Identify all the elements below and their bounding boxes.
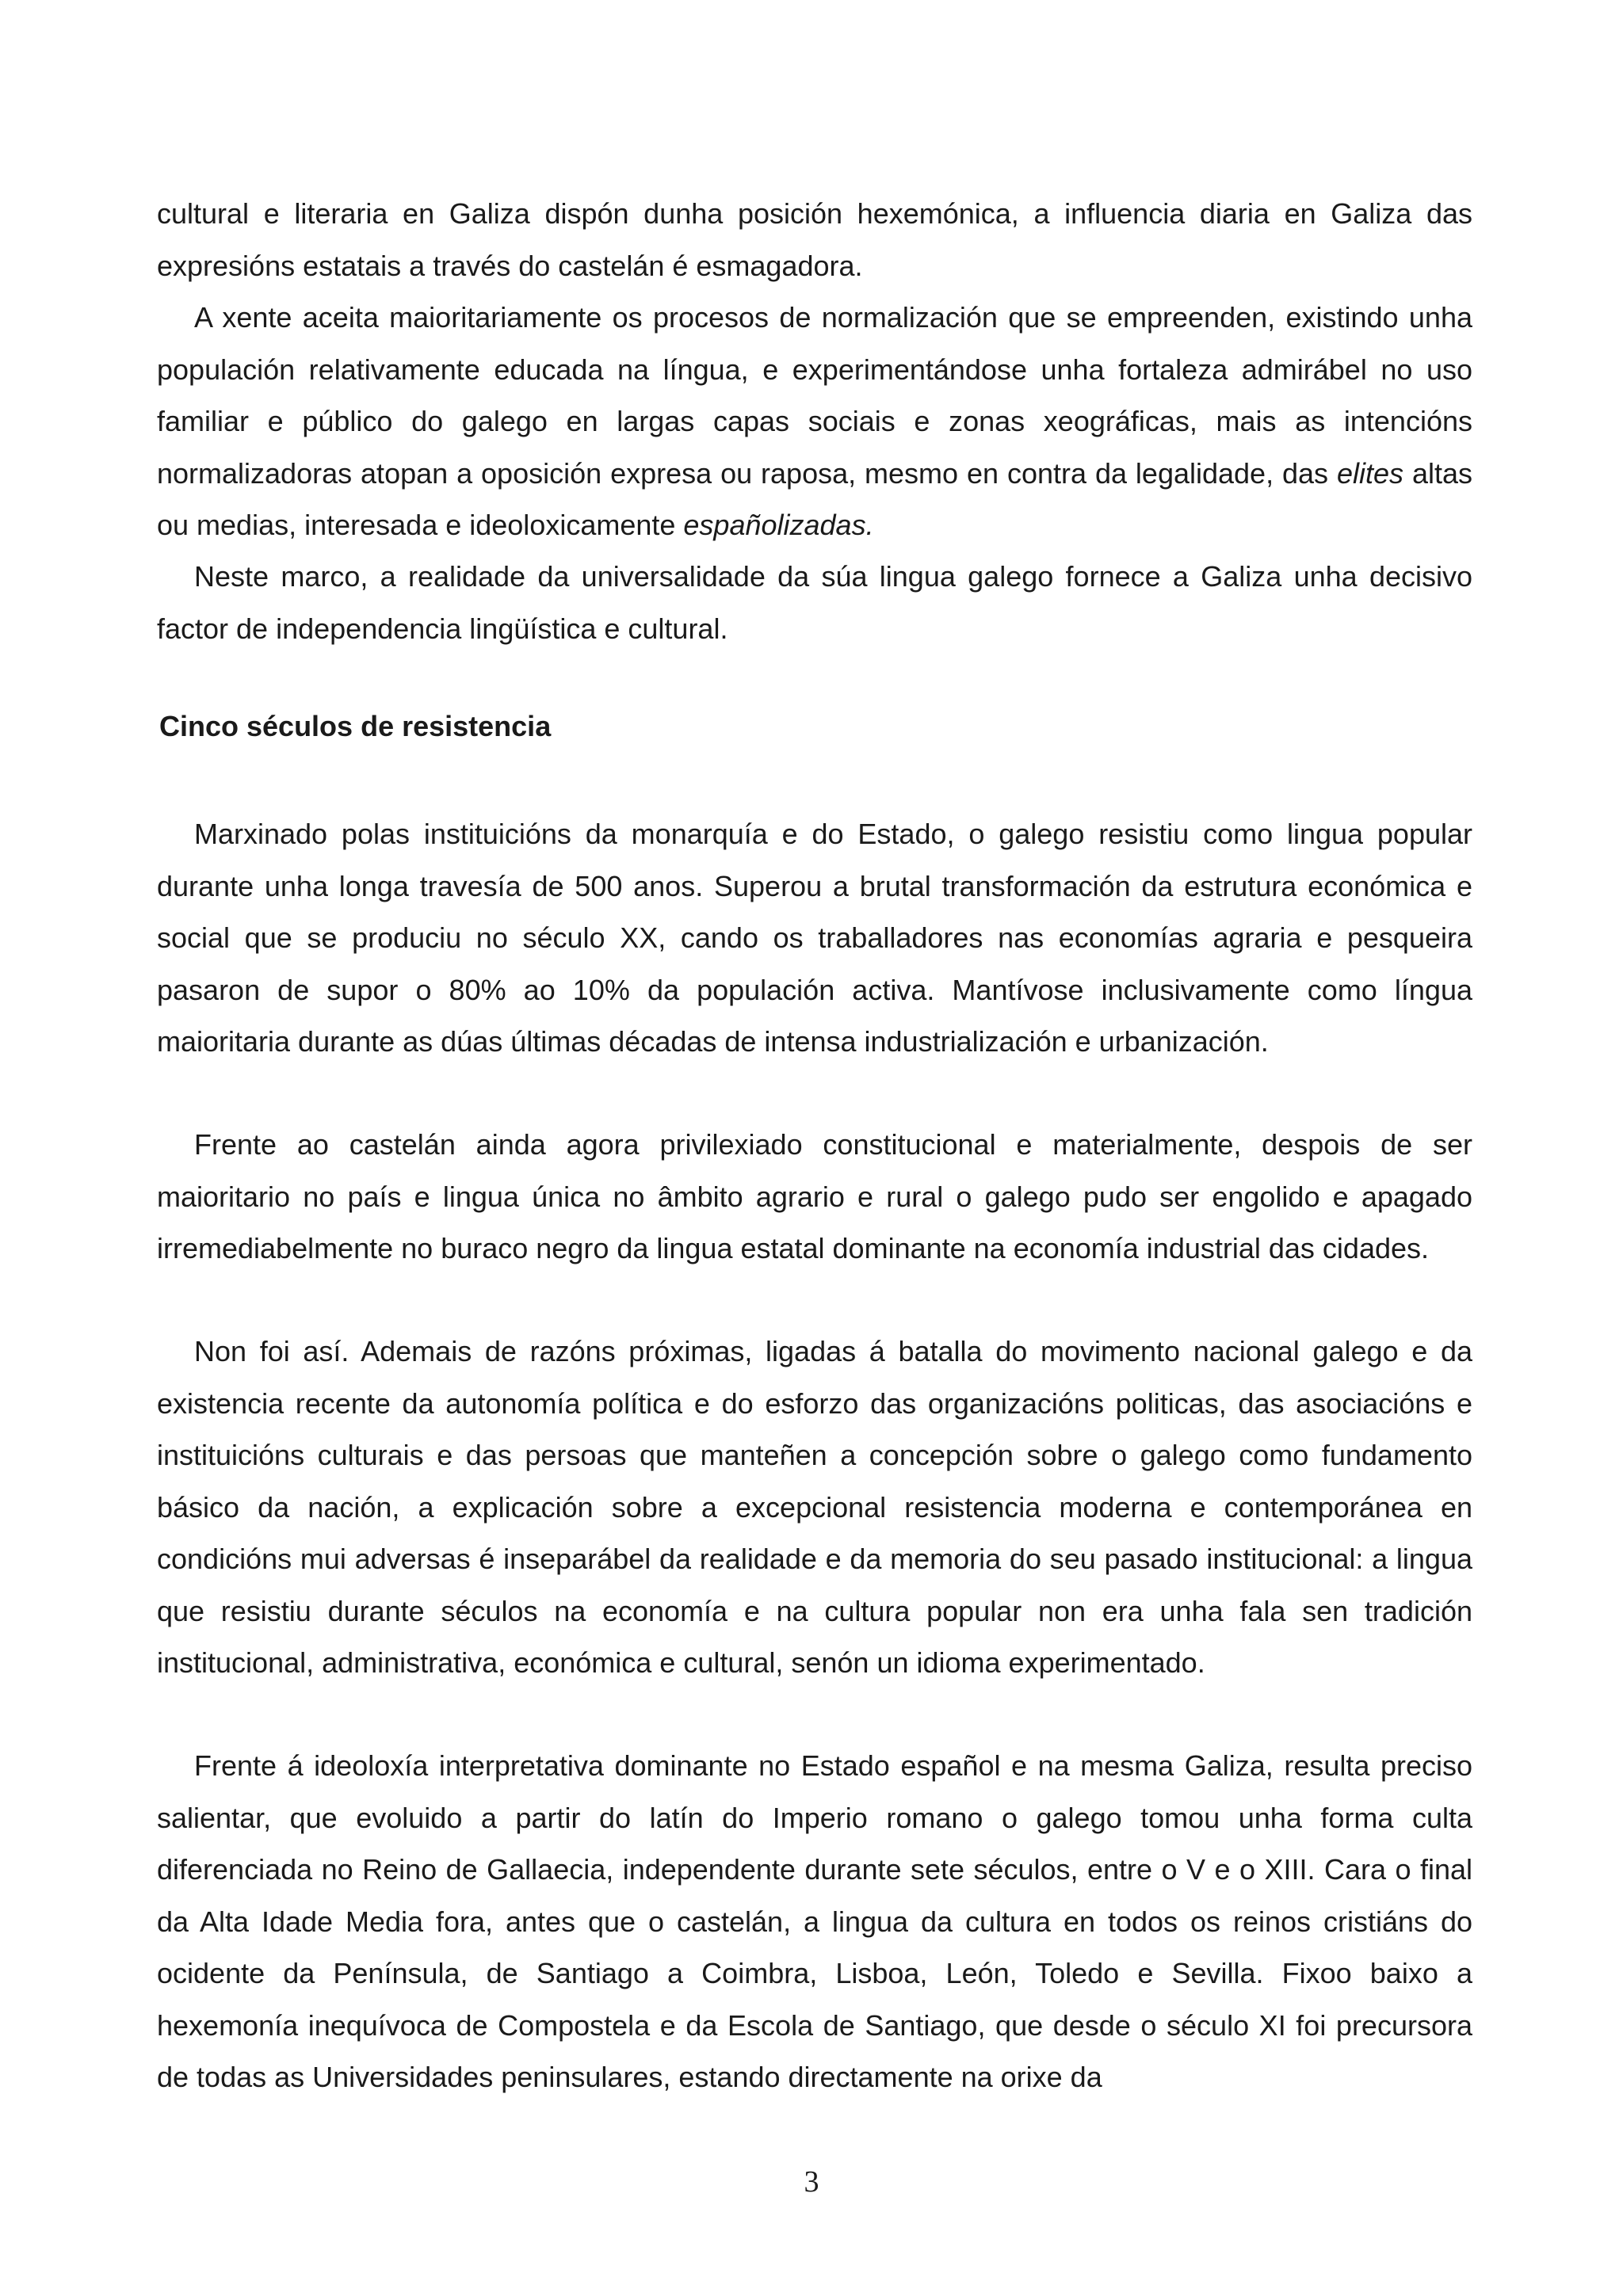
paragraph-resistance: Marxinado polas instituicións da monarquía e do Estado, o galego resistiu como lingua popular durante unha longa travesía de 500 anos. Superou a brutal transformación da estrutura económica e social que se produciu no século XX, cando os traballadores nas economías agraria e pesqueira pasaron de supor o 80% ao 10% da populación activa. Mantívose inclusivamente como língua maioritaria durante as dúas últimas décadas de intensa industrialización e urbanización. — [157, 818, 1472, 1058]
paragraph-text: A xente aceita maioritariamente os procesos de normalización que se empreenden, existindo unha populación relativamente educada na língua, e experimentándose unha fortaleza admirábel no uso familiar e público do galego en largas capas sociais e zonas xeográficas, mais as intencións normalizadoras atopan a oposición expresa ou raposa, mesmo en contra da legalidade, das — [157, 301, 1472, 490]
paragraph-castelan: Frente ao castelán ainda agora privilexiado constitucional e materialmente, despois de ser maioritario no país e lingua única no âmbito agrario e rural o galego pudo ser engolido e apagado irremediabelmente no buraco negro da lingua estatal dominante na economía industrial das cidades. — [157, 1128, 1472, 1264]
paragraph-non-foi-asi: Non foi así. Ademais de razóns próximas, ligadas á batalla do movimento nacional galego e da existencia recente da autonomía política e do esforzo das organizacións politicas, das asociacións e instituicións culturais e das persoas que manteñen a concepción sobre o galego como fundamento básico da nación, a explicación sobre a excepcional resistencia moderna e contemporánea en condicións mui adversas é inseparábel da realidade e da memoria do seu pasado institucional: a lingua que resistiu durante séculos na economía e na cultura popular non era unha fala sen tradición institucional, administrativa, económica e cultural, senón un idioma experimentado. — [157, 1335, 1472, 1679]
italic-term-espanolizadas: españolizadas. — [683, 509, 874, 541]
section-heading: Cinco séculos de resistencia — [159, 710, 552, 742]
page-number: 3 — [804, 2165, 819, 2199]
paragraph-continuation: cultural e literaria en Galiza dispón dunha posición hexemónica, a influencia diaria en Galiza das expresións estatais a través do castelán é esmagadora. — [157, 197, 1472, 282]
italic-term-elites: elites — [1336, 456, 1404, 490]
paragraph-ideoloxia: Frente á ideoloxía interpretativa dominante no Estado español e na mesma Galiza, resulta preciso salientar, que evoluido a partir do latín do Imperio romano o galego tomou unha forma culta diferenciada no Reino de Gallaecia, independente durante sete séculos, entre o V e o XIII. Cara o final da Alta Idade Media fora, antes que o castelán, a lingua da cultura en todos os reinos cristiáns do ocidente da Península, de Santiago a Coimbra, Lisboa, León, Toledo e Sevilla. Fixoo baixo a hexemonía inequívoca de Compostela e da Escola de Santiago, que desde o século XI foi precursora de todas as Universidades peninsulares, estando directamente na orixe da — [157, 1749, 1472, 2093]
paragraph-universality: Neste marco, a realidade da universalidade da súa lingua galego fornece a Galiza unha decisivo factor de independencia lingüística e cultural. — [157, 560, 1472, 645]
paragraph-text: altas ou medias, interesada e ideoloxicamente — [157, 456, 1473, 541]
paragraph-normalization — [157, 292, 1472, 551]
